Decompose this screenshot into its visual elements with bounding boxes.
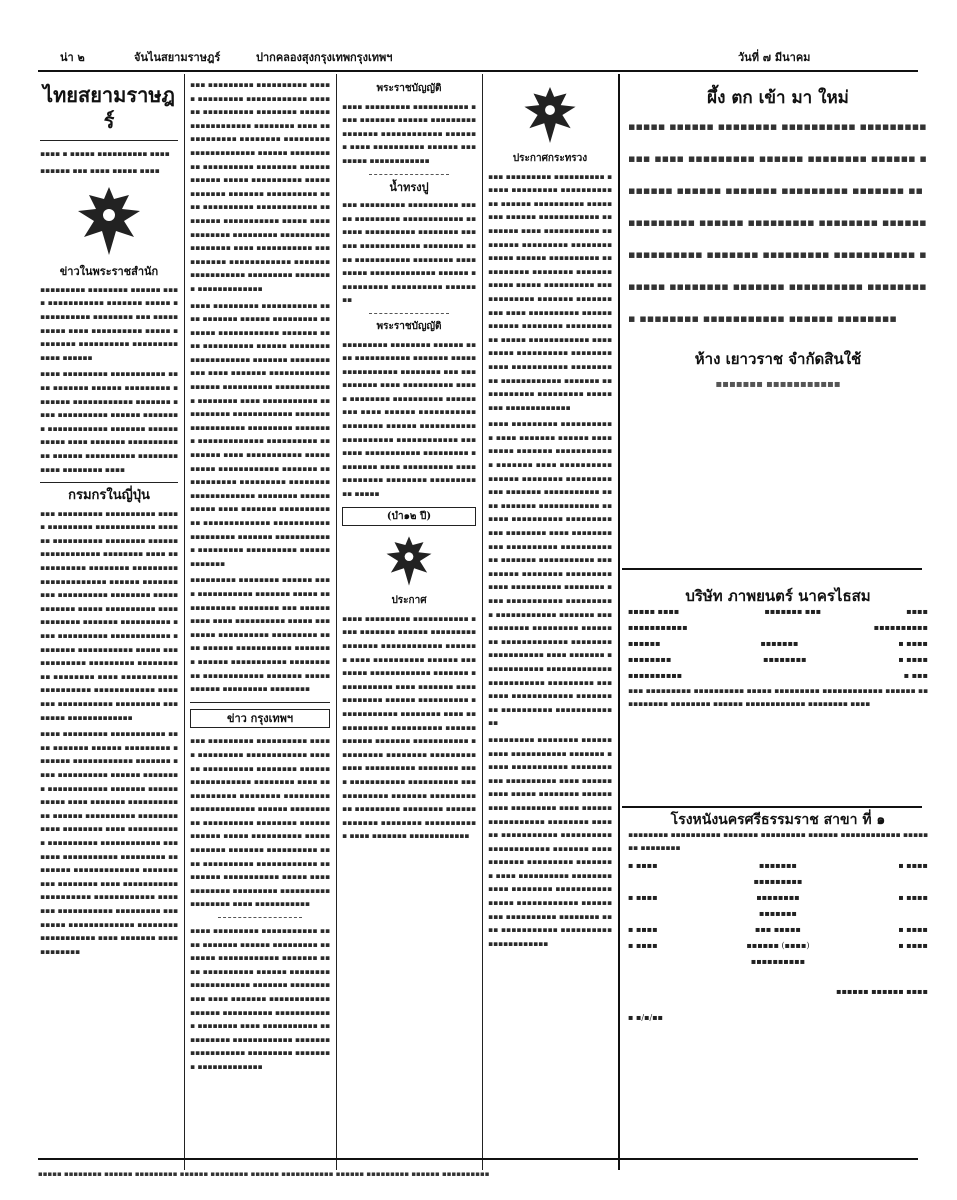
- advertisement-honey: ผึ้ง ตก เข้า มา ใหม่ ▪▪▪▪▪ ▪▪▪▪▪▪ ▪▪▪▪▪▪▪▪ ▪▪▪▪▪▪▪▪▪▪ ▪▪▪▪▪▪▪▪▪▪▪▪ ▪▪▪▪ ▪▪▪▪▪▪▪▪▪ ▪▪▪▪▪▪ ▪▪▪▪▪▪▪▪ ▪▪▪▪▪▪ ▪▪▪▪▪▪▪ ▪▪▪▪▪▪ ▪▪▪▪▪▪▪ ▪▪▪▪▪▪▪▪▪ ▪▪▪▪▪▪▪ ▪▪▪▪▪▪▪▪▪▪▪ ▪▪▪▪▪▪ ▪▪▪▪▪▪▪▪▪ ▪▪▪▪▪▪▪▪ ▪▪▪▪▪▪ ▪▪▪▪▪▪▪▪▪▪ ▪▪▪▪▪▪▪ ▪▪▪▪▪▪▪▪▪ ▪▪▪▪▪▪▪▪▪▪▪ ▪▪▪▪▪▪ ▪▪▪▪▪▪▪▪ ▪▪▪▪▪▪▪ ▪▪▪▪▪▪▪▪▪▪ ▪▪▪▪▪▪▪▪▪ ▪▪▪▪▪▪▪▪ ▪▪▪▪▪▪▪▪▪▪▪ ▪▪▪▪▪▪ ▪▪▪▪▪▪▪▪ ห้าง เยาวราช จำกัดสินใช้ ▪▪▪▪▪▪▪ ▪▪▪▪▪▪▪▪▪▪▪: [628, 80, 928, 560]
- header-rule: [38, 70, 918, 72]
- column-4: ประกาศกระทรวง ▪▪▪ ▪▪▪▪▪▪▪▪▪ ▪▪▪▪▪▪▪▪▪▪ ▪▪▪▪▪ ▪▪▪▪▪▪▪▪▪ ▪▪▪▪▪▪▪▪▪▪▪▪ ▪▪▪▪▪▪ ▪▪▪▪▪▪▪▪▪▪ ▪▪▪▪▪▪▪▪ ▪▪▪▪▪▪ ▪▪▪▪▪▪▪▪▪▪▪▪ ▪▪▪▪▪▪▪▪ ▪▪▪▪ ▪▪▪▪▪▪▪▪▪▪▪ ▪▪▪▪▪▪▪▪ ▪▪▪▪▪▪▪▪▪ ▪▪▪▪▪▪▪▪▪▪▪▪▪ ▪▪▪▪▪▪ ▪▪▪▪▪▪▪▪▪▪ ▪▪▪▪▪▪▪▪▪▪ ▪▪▪▪▪▪▪▪ ▪▪▪▪▪▪▪▪▪▪▪▪ ▪▪▪▪▪ ▪▪▪▪▪▪▪▪▪▪ ▪▪▪▪▪▪▪▪▪▪▪▪ ▪▪▪▪▪▪▪ ▪▪▪▪▪▪▪▪▪▪ ▪▪▪▪ ▪▪▪▪▪▪▪▪▪▪ ▪▪▪▪▪▪▪▪▪▪▪▪ ▪▪▪▪▪▪▪▪ ▪▪▪▪▪▪▪▪▪▪▪ ▪▪▪▪▪ ▪▪▪▪▪▪▪▪▪▪▪▪ ▪▪▪▪▪▪▪▪▪ ▪▪▪▪▪▪▪▪▪▪ ▪▪▪▪▪▪▪▪ ▪▪▪▪ ▪▪▪▪▪▪▪▪▪▪▪ ▪▪▪▪▪▪▪▪▪▪ ▪▪▪▪▪▪▪▪▪▪▪▪ ▪▪▪▪▪▪▪ ▪▪▪▪▪▪▪▪▪▪▪ ▪▪▪▪▪▪▪▪▪ ▪▪▪▪▪▪▪▪ ▪▪▪▪▪▪▪▪▪▪▪▪▪ ▪▪▪▪ ▪▪▪▪▪▪▪▪▪ ▪▪▪▪▪▪▪▪▪▪▪ ▪▪▪▪ ▪▪▪▪▪▪▪ ▪▪▪▪▪▪ ▪▪▪▪▪▪▪▪▪ ▪▪▪▪▪▪▪ ▪▪▪▪▪▪▪▪▪▪▪▪ ▪▪▪▪▪▪▪ ▪▪▪▪ ▪▪▪▪▪▪▪▪▪▪ ▪▪▪▪▪▪ ▪▪▪▪▪▪▪▪ ▪▪▪▪▪▪▪▪▪▪▪▪ ▪▪▪▪▪▪▪ ▪▪▪▪▪▪▪▪▪▪▪ ▪▪▪▪ ▪▪▪▪▪▪▪ ▪▪▪▪▪▪▪▪▪▪▪▪ ▪▪▪▪▪▪ ▪▪▪▪▪▪▪▪▪▪ ▪▪▪▪▪▪▪▪▪▪▪▪ ▪▪▪▪▪▪▪▪ ▪▪▪▪ ▪▪▪▪▪▪▪▪▪▪▪ ▪▪▪▪▪▪▪▪▪▪ ▪▪▪▪▪▪▪▪▪▪▪▪ ▪▪▪▪▪▪▪ ▪▪▪▪▪▪▪▪▪▪▪ ▪▪▪▪▪▪▪▪▪ ▪▪▪▪▪▪▪▪ ▪▪▪▪▪▪▪▪▪▪▪▪▪ ▪▪▪▪▪▪▪▪▪▪ ▪▪▪▪▪▪▪▪ ▪▪▪▪ ▪▪▪▪▪▪▪▪▪▪▪ ▪▪▪▪▪▪▪▪▪▪ ▪▪▪▪▪▪▪▪▪▪▪▪ ▪▪▪▪▪▪▪ ▪▪▪▪▪▪▪▪▪▪▪ ▪▪▪▪▪▪▪▪▪ ▪▪▪▪▪▪▪▪ ▪▪▪▪▪▪▪▪▪▪▪▪▪ ▪▪▪▪▪▪▪▪ ▪▪▪▪▪▪▪▪▪▪▪ ▪▪▪▪ ▪▪▪▪▪▪▪ ▪▪▪▪▪▪▪▪▪▪▪▪ ▪▪▪▪▪▪▪▪▪▪▪▪▪ ▪▪▪▪▪▪▪▪▪▪▪ ▪▪▪▪▪▪▪▪▪ ▪▪▪▪▪▪▪ ▪▪▪▪▪▪▪▪▪▪▪▪ ▪▪▪▪▪▪▪▪▪ ▪▪▪▪▪▪▪▪▪▪ ▪▪▪▪▪▪▪▪▪▪▪▪▪ ▪▪▪▪▪▪▪▪▪ ▪▪▪▪▪▪▪▪ ▪▪▪▪▪▪ ▪▪▪▪ ▪▪▪▪▪▪▪▪▪▪▪ ▪▪▪▪▪▪▪ ▪▪▪▪▪ ▪▪▪▪▪▪▪▪▪▪▪ ▪▪▪▪▪▪▪▪ ▪▪▪ ▪▪▪▪▪▪▪▪▪▪ ▪▪▪▪ ▪▪▪▪▪▪▪▪▪▪ ▪▪▪▪▪ ▪▪▪▪▪▪▪▪ ▪▪▪▪▪▪▪▪▪▪ ▪▪▪▪▪▪▪▪▪ ▪▪▪▪ ▪▪▪▪▪▪ ▪▪▪▪▪▪▪▪▪▪▪ ▪▪▪▪▪▪▪▪ ▪▪▪▪▪▪ ▪▪▪▪▪▪▪▪▪▪▪ ▪▪▪▪▪▪▪▪▪▪ ▪▪▪▪▪▪▪▪▪▪▪▪ ▪▪▪▪▪▪▪ ▪▪▪▪▪▪▪▪▪▪▪ ▪▪▪▪▪▪▪▪▪ ▪▪▪▪▪▪▪▪ ▪▪▪▪ ▪▪▪▪▪▪▪▪▪▪ ▪▪▪▪▪▪▪▪▪▪▪▪ ▪▪▪▪▪▪▪▪ ▪▪▪▪▪▪▪▪▪▪▪ ▪▪▪▪▪ ▪▪▪▪▪▪▪▪▪▪▪▪ ▪▪▪▪▪▪▪▪▪ ▪▪▪▪▪▪▪▪▪▪ ▪▪▪▪▪▪▪▪ ▪▪▪▪ ▪▪▪▪▪▪▪▪▪▪▪ ▪▪▪▪▪▪▪▪▪▪ ▪▪▪▪▪▪▪▪▪▪▪▪: [488, 78, 612, 1160]
- page-footer: ▪▪▪▪▪ ▪▪▪▪▪▪▪▪ ▪▪▪▪▪▪ ▪▪▪▪▪▪▪▪▪ ▪▪▪▪▪▪ ▪▪▪▪▪▪▪▪ ▪▪▪▪▪▪ ▪▪▪▪▪▪▪▪▪▪▪ ▪▪▪▪▪▪ ▪▪▪▪▪▪▪▪▪ ▪▪▪▪▪▪ ▪▪▪▪▪▪▪▪▪▪: [38, 1170, 490, 1178]
- column-rule: [336, 74, 337, 1170]
- article-title: ประกาศ: [391, 595, 427, 607]
- paper-place: ปากคลองสุงกรุงเทพ: [256, 51, 351, 64]
- column-rule: [618, 74, 620, 1170]
- garuda-emblem-icon: [518, 82, 582, 148]
- section-heading: ข่าว กรุงเทพฯ: [190, 709, 330, 729]
- advertisement-film-company: บริษัท ภาพยนตร์ นาครไธสม ▪▪▪▪▪ ▪▪▪▪ ▪▪▪▪▪▪▪ ▪▪▪ ▪▪▪▪ ▪▪▪▪▪▪▪▪▪▪▪ ▪▪▪▪▪▪▪▪▪▪ ▪▪▪▪▪▪ ▪▪▪▪▪▪▪ ▪ ▪▪▪▪ ▪▪▪▪▪▪▪▪ ▪▪▪▪▪▪▪▪ ▪ ▪▪▪▪ ▪▪▪▪▪▪▪▪▪▪ ▪ ▪▪▪ ▪▪▪ ▪▪▪▪▪▪▪▪▪ ▪▪▪▪▪▪▪▪▪▪ ▪▪▪▪▪ ▪▪▪▪▪▪▪▪▪ ▪▪▪▪▪▪▪▪▪▪▪▪ ▪▪▪▪▪▪ ▪▪▪▪▪▪▪▪▪▪ ▪▪▪▪▪▪▪▪ ▪▪▪▪▪▪ ▪▪▪▪▪▪▪▪▪▪▪▪ ▪▪▪▪▪▪▪▪ ▪▪▪▪: [628, 587, 928, 709]
- advertisement-cinema: โรงหนังนครศรีธรรมราช สาขา ที่ ๑ ▪▪▪▪▪▪▪▪ ▪▪▪▪▪▪▪▪▪▪ ▪▪▪▪▪▪▪ ▪▪▪▪▪▪▪▪▪ ▪▪▪▪▪▪ ▪▪▪▪▪▪▪▪▪▪▪▪ ▪▪▪▪▪▪▪ ▪▪▪▪▪▪▪▪ ▪ ▪▪▪▪ ▪▪▪▪▪▪▪ ▪ ▪▪▪▪ ▪▪▪▪▪▪▪▪▪ ▪ ▪▪▪▪ ▪▪▪▪▪▪▪▪ ▪ ▪▪▪▪ ▪▪▪▪▪▪▪ ▪ ▪▪▪▪ ▪▪▪ ▪▪▪▪▪ ▪ ▪▪▪▪ ▪ ▪▪▪▪ ▪▪▪▪▪▪ (▪▪▪▪) ▪ ▪▪▪▪ ▪▪▪▪▪▪▪▪▪▪ ▪▪▪▪▪▪ ▪▪▪▪▪▪ ▪▪▪▪ ▪ ▪/▪/▪▪: [628, 812, 928, 1022]
- article-title: (บำ๑๒ ปี): [342, 507, 476, 527]
- masthead: ไทยสยามราษฎร์: [43, 83, 175, 133]
- paper-city: กรุงเทพฯ: [350, 51, 393, 64]
- page-number: น่า ๒: [60, 51, 85, 64]
- garuda-emblem-icon: [381, 532, 437, 590]
- paper-date: วันที่ ๗ มีนาคม: [738, 51, 811, 64]
- paper-name: จันไนสยามราษฎร์: [134, 51, 221, 64]
- ad-headline: โรงหนังนครศรีธรรมราช สาขา ที่ ๑: [670, 812, 886, 828]
- column-2: ▪▪▪ ▪▪▪▪▪▪▪▪▪ ▪▪▪▪▪▪▪▪▪▪ ▪▪▪▪▪ ▪▪▪▪▪▪▪▪▪ ▪▪▪▪▪▪▪▪▪▪▪▪ ▪▪▪▪▪▪ ▪▪▪▪▪▪▪▪▪▪ ▪▪▪▪▪▪▪▪ ▪▪▪▪▪▪ ▪▪▪▪▪▪▪▪▪▪▪▪ ▪▪▪▪▪▪▪▪ ▪▪▪▪ ▪▪▪▪▪▪▪▪▪▪▪ ▪▪▪▪▪▪▪▪ ▪▪▪▪▪▪▪▪▪ ▪▪▪▪▪▪▪▪▪▪▪▪▪ ▪▪▪▪▪▪ ▪▪▪▪▪▪▪▪▪▪ ▪▪▪▪▪▪▪▪▪▪ ▪▪▪▪▪▪▪▪ ▪▪▪▪▪▪▪▪▪▪▪▪ ▪▪▪▪▪ ▪▪▪▪▪▪▪▪▪▪ ▪▪▪▪▪▪▪▪▪▪▪▪ ▪▪▪▪▪▪▪ ▪▪▪▪▪▪▪▪▪▪ ▪▪▪▪ ▪▪▪▪▪▪▪▪▪▪ ▪▪▪▪▪▪▪▪▪▪▪▪ ▪▪▪▪▪▪▪▪ ▪▪▪▪▪▪▪▪▪▪▪ ▪▪▪▪▪ ▪▪▪▪▪▪▪▪▪▪▪▪ ▪▪▪▪▪▪▪▪▪ ▪▪▪▪▪▪▪▪▪▪ ▪▪▪▪▪▪▪▪ ▪▪▪▪ ▪▪▪▪▪▪▪▪▪▪▪ ▪▪▪▪▪▪▪▪▪▪ ▪▪▪▪▪▪▪▪▪▪▪▪ ▪▪▪▪▪▪▪ ▪▪▪▪▪▪▪▪▪▪▪ ▪▪▪▪▪▪▪▪▪ ▪▪▪▪▪▪▪▪ ▪▪▪▪▪▪▪▪▪▪▪▪▪ ▪▪▪▪ ▪▪▪▪▪▪▪▪▪ ▪▪▪▪▪▪▪▪▪▪▪ ▪▪▪▪ ▪▪▪▪▪▪▪ ▪▪▪▪▪▪ ▪▪▪▪▪▪▪▪▪ ▪▪▪▪▪▪▪ ▪▪▪▪▪▪▪▪▪▪▪▪ ▪▪▪▪▪▪▪ ▪▪▪▪ ▪▪▪▪▪▪▪▪▪▪ ▪▪▪▪▪▪ ▪▪▪▪▪▪▪▪ ▪▪▪▪▪▪▪▪▪▪▪▪ ▪▪▪▪▪▪▪ ▪▪▪▪▪▪▪▪▪▪▪ ▪▪▪▪ ▪▪▪▪▪▪▪ ▪▪▪▪▪▪▪▪▪▪▪▪ ▪▪▪▪▪▪ ▪▪▪▪▪▪▪▪▪▪ ▪▪▪▪▪▪▪▪▪▪▪▪ ▪▪▪▪▪▪▪▪ ▪▪▪▪ ▪▪▪▪▪▪▪▪▪▪▪ ▪▪▪▪▪▪▪▪▪▪ ▪▪▪▪▪▪▪▪▪▪▪▪ ▪▪▪▪▪▪▪ ▪▪▪▪▪▪▪▪▪▪▪ ▪▪▪▪▪▪▪▪▪ ▪▪▪▪▪▪▪▪ ▪▪▪▪▪▪▪▪▪▪▪▪▪ ▪▪▪▪▪▪▪▪▪▪ ▪▪▪▪▪▪▪▪ ▪▪▪▪ ▪▪▪▪▪▪▪▪▪▪▪ ▪▪▪▪▪▪▪▪▪▪ ▪▪▪▪▪▪▪▪▪▪▪▪ ▪▪▪▪▪▪▪ ▪▪▪▪▪▪▪▪▪▪▪ ▪▪▪▪▪▪▪▪▪ ▪▪▪▪▪▪▪▪ ▪▪▪▪▪▪▪▪▪▪▪▪▪ ▪▪▪▪▪▪▪▪ ▪▪▪▪▪▪▪▪▪▪▪ ▪▪▪▪ ▪▪▪▪▪▪▪ ▪▪▪▪▪▪▪▪▪▪▪▪ ▪▪▪▪▪▪▪▪▪▪▪▪▪ ▪▪▪▪▪▪▪▪▪▪▪ ▪▪▪▪▪▪▪▪▪ ▪▪▪▪▪▪▪ ▪▪▪▪▪▪▪▪▪▪▪▪ ▪▪▪▪▪▪▪▪▪ ▪▪▪▪▪▪▪▪▪▪ ▪▪▪▪▪▪▪▪▪▪▪▪▪ ▪▪▪▪▪▪▪▪▪ ▪▪▪▪▪▪▪▪ ▪▪▪▪▪▪ ▪▪▪▪ ▪▪▪▪▪▪▪▪▪▪▪ ▪▪▪▪▪▪▪ ▪▪▪▪▪ ▪▪▪▪▪▪▪▪▪▪▪ ▪▪▪▪▪▪▪▪ ▪▪▪ ▪▪▪▪▪▪▪▪▪▪ ▪▪▪▪ ▪▪▪▪▪▪▪▪▪▪ ▪▪▪▪▪ ▪▪▪▪▪▪▪▪ ▪▪▪▪▪▪▪▪▪▪ ▪▪▪▪▪▪▪▪▪ ▪▪▪▪ ▪▪▪▪▪▪ ▪▪▪▪▪▪▪▪▪▪▪ ▪▪▪▪▪▪▪▪ ▪▪▪▪▪▪ ▪▪▪▪▪▪▪▪▪▪▪ ▪▪▪▪▪▪▪▪▪▪ ▪▪▪▪▪▪▪▪▪▪▪▪ ▪▪▪▪▪▪▪ ▪▪▪▪▪▪▪▪▪▪▪ ▪▪▪▪▪▪▪▪▪ ▪▪▪▪▪▪▪▪ ข่าว กรุงเทพฯ ▪▪▪ ▪▪▪▪▪▪▪▪▪ ▪▪▪▪▪▪▪▪▪▪ ▪▪▪▪▪ ▪▪▪▪▪▪▪▪▪ ▪▪▪▪▪▪▪▪▪▪▪▪ ▪▪▪▪▪▪ ▪▪▪▪▪▪▪▪▪▪ ▪▪▪▪▪▪▪▪ ▪▪▪▪▪▪ ▪▪▪▪▪▪▪▪▪▪▪▪ ▪▪▪▪▪▪▪▪ ▪▪▪▪ ▪▪▪▪▪▪▪▪▪▪▪ ▪▪▪▪▪▪▪▪ ▪▪▪▪▪▪▪▪▪ ▪▪▪▪▪▪▪▪▪▪▪▪▪ ▪▪▪▪▪▪ ▪▪▪▪▪▪▪▪▪▪ ▪▪▪▪▪▪▪▪▪▪ ▪▪▪▪▪▪▪▪ ▪▪▪▪▪▪▪▪▪▪▪▪ ▪▪▪▪▪ ▪▪▪▪▪▪▪▪▪▪ ▪▪▪▪▪▪▪▪▪▪▪▪ ▪▪▪▪▪▪▪ ▪▪▪▪▪▪▪▪▪▪ ▪▪▪▪ ▪▪▪▪▪▪▪▪▪▪ ▪▪▪▪▪▪▪▪▪▪▪▪ ▪▪▪▪▪▪▪▪ ▪▪▪▪▪▪▪▪▪▪▪ ▪▪▪▪▪ ▪▪▪▪▪▪▪▪▪▪▪▪ ▪▪▪▪▪▪▪▪▪ ▪▪▪▪▪▪▪▪▪▪ ▪▪▪▪▪▪▪▪ ▪▪▪▪ ▪▪▪▪▪▪▪▪▪▪▪ ▪▪▪▪ ▪▪▪▪▪▪▪▪▪ ▪▪▪▪▪▪▪▪▪▪▪ ▪▪▪▪ ▪▪▪▪▪▪▪ ▪▪▪▪▪▪ ▪▪▪▪▪▪▪▪▪ ▪▪▪▪▪▪▪ ▪▪▪▪▪▪▪▪▪▪▪▪ ▪▪▪▪▪▪▪ ▪▪▪▪ ▪▪▪▪▪▪▪▪▪▪ ▪▪▪▪▪▪ ▪▪▪▪▪▪▪▪ ▪▪▪▪▪▪▪▪▪▪▪▪ ▪▪▪▪▪▪▪ ▪▪▪▪▪▪▪▪▪▪▪ ▪▪▪▪ ▪▪▪▪▪▪▪ ▪▪▪▪▪▪▪▪▪▪▪▪ ▪▪▪▪▪▪ ▪▪▪▪▪▪▪▪▪▪ ▪▪▪▪▪▪▪▪▪▪▪▪ ▪▪▪▪▪▪▪▪ ▪▪▪▪ ▪▪▪▪▪▪▪▪▪▪▪ ▪▪▪▪▪▪▪▪▪▪ ▪▪▪▪▪▪▪▪▪▪▪▪ ▪▪▪▪▪▪▪ ▪▪▪▪▪▪▪▪▪▪▪ ▪▪▪▪▪▪▪▪▪ ▪▪▪▪▪▪▪▪ ▪▪▪▪▪▪▪▪▪▪▪▪▪: [190, 80, 330, 1071]
- column-1: ไทยสยามราษฎร์ ▪▪▪▪ ▪ ▪▪▪▪▪ ▪▪▪▪▪▪▪▪▪▪ ▪▪▪▪ ▪▪▪▪▪▪ ▪▪▪ ▪▪▪▪ ▪▪▪▪▪ ▪▪▪▪ ข่าวในพระราชสำนัก ▪▪▪▪▪▪▪▪▪ ▪▪▪▪▪▪▪▪ ▪▪▪▪▪▪ ▪▪▪▪ ▪▪▪▪▪▪▪▪▪▪▪ ▪▪▪▪▪▪▪ ▪▪▪▪▪ ▪▪▪▪▪▪▪▪▪▪▪ ▪▪▪▪▪▪▪▪ ▪▪▪ ▪▪▪▪▪▪▪▪▪▪ ▪▪▪▪ ▪▪▪▪▪▪▪▪▪▪ ▪▪▪▪▪ ▪▪▪▪▪▪▪▪ ▪▪▪▪▪▪▪▪▪▪ ▪▪▪▪▪▪▪▪▪ ▪▪▪▪ ▪▪▪▪▪▪ ▪▪▪▪ ▪▪▪▪▪▪▪▪▪ ▪▪▪▪▪▪▪▪▪▪▪ ▪▪▪▪ ▪▪▪▪▪▪▪ ▪▪▪▪▪▪ ▪▪▪▪▪▪▪▪▪ ▪▪▪▪▪▪▪ ▪▪▪▪▪▪▪▪▪▪▪▪ ▪▪▪▪▪▪▪ ▪▪▪▪ ▪▪▪▪▪▪▪▪▪▪ ▪▪▪▪▪▪ ▪▪▪▪▪▪▪▪ ▪▪▪▪▪▪▪▪▪▪▪▪ ▪▪▪▪▪▪▪ ▪▪▪▪▪▪▪▪▪▪▪ ▪▪▪▪ ▪▪▪▪▪▪▪ ▪▪▪▪▪▪▪▪▪▪▪▪ ▪▪▪▪▪▪ ▪▪▪▪▪▪▪▪▪▪ ▪▪▪▪▪▪▪▪▪▪▪▪ ▪▪▪▪▪▪▪▪ ▪▪▪▪ กรมกรในญี่ปุ่น ▪▪▪ ▪▪▪▪▪▪▪▪▪ ▪▪▪▪▪▪▪▪▪▪ ▪▪▪▪▪ ▪▪▪▪▪▪▪▪▪ ▪▪▪▪▪▪▪▪▪▪▪▪ ▪▪▪▪▪▪ ▪▪▪▪▪▪▪▪▪▪ ▪▪▪▪▪▪▪▪ ▪▪▪▪▪▪ ▪▪▪▪▪▪▪▪▪▪▪▪ ▪▪▪▪▪▪▪▪ ▪▪▪▪ ▪▪▪▪▪▪▪▪▪▪▪ ▪▪▪▪▪▪▪▪ ▪▪▪▪▪▪▪▪▪ ▪▪▪▪▪▪▪▪▪▪▪▪▪ ▪▪▪▪▪▪ ▪▪▪▪▪▪▪▪▪▪ ▪▪▪▪▪▪▪▪▪▪ ▪▪▪▪▪▪▪▪ ▪▪▪▪▪▪▪▪▪▪▪▪ ▪▪▪▪▪ ▪▪▪▪▪▪▪▪▪▪ ▪▪▪▪▪▪▪▪▪▪▪▪ ▪▪▪▪▪▪▪ ▪▪▪▪▪▪▪▪▪▪ ▪▪▪▪ ▪▪▪▪▪▪▪▪▪▪ ▪▪▪▪▪▪▪▪▪▪▪▪ ▪▪▪▪▪▪▪▪ ▪▪▪▪▪▪▪▪▪▪▪ ▪▪▪▪▪ ▪▪▪▪▪▪▪▪▪▪▪▪ ▪▪▪▪▪▪▪▪▪ ▪▪▪▪▪▪▪▪▪▪ ▪▪▪▪▪▪▪▪ ▪▪▪▪ ▪▪▪▪▪▪▪▪▪▪▪ ▪▪▪▪▪▪▪▪▪▪ ▪▪▪▪▪▪▪▪▪▪▪▪ ▪▪▪▪▪▪▪ ▪▪▪▪▪▪▪▪▪▪▪ ▪▪▪▪▪▪▪▪▪ ▪▪▪▪▪▪▪▪ ▪▪▪▪▪▪▪▪▪▪▪▪▪ ▪▪▪▪ ▪▪▪▪▪▪▪▪▪ ▪▪▪▪▪▪▪▪▪▪▪ ▪▪▪▪ ▪▪▪▪▪▪▪ ▪▪▪▪▪▪ ▪▪▪▪▪▪▪▪▪ ▪▪▪▪▪▪▪ ▪▪▪▪▪▪▪▪▪▪▪▪ ▪▪▪▪▪▪▪ ▪▪▪▪ ▪▪▪▪▪▪▪▪▪▪ ▪▪▪▪▪▪ ▪▪▪▪▪▪▪▪ ▪▪▪▪▪▪▪▪▪▪▪▪ ▪▪▪▪▪▪▪ ▪▪▪▪▪▪▪▪▪▪▪ ▪▪▪▪ ▪▪▪▪▪▪▪ ▪▪▪▪▪▪▪▪▪▪▪▪ ▪▪▪▪▪▪ ▪▪▪▪▪▪▪▪▪▪ ▪▪▪▪▪▪▪▪▪▪▪▪ ▪▪▪▪▪▪▪▪ ▪▪▪▪ ▪▪▪▪▪▪▪▪▪▪▪ ▪▪▪▪▪▪▪▪▪▪ ▪▪▪▪▪▪▪▪▪▪▪▪ ▪▪▪▪▪▪▪ ▪▪▪▪▪▪▪▪▪▪▪ ▪▪▪▪▪▪▪▪▪ ▪▪▪▪▪▪▪▪ ▪▪▪▪▪▪▪▪▪▪▪▪▪ ▪▪▪▪▪▪▪▪▪▪ ▪▪▪▪▪▪▪▪ ▪▪▪▪ ▪▪▪▪▪▪▪▪▪▪▪ ▪▪▪▪▪▪▪▪▪▪ ▪▪▪▪▪▪▪▪▪▪▪▪ ▪▪▪▪▪▪▪ ▪▪▪▪▪▪▪▪▪▪▪ ▪▪▪▪▪▪▪▪▪ ▪▪▪▪▪▪▪▪ ▪▪▪▪▪▪▪▪▪▪▪▪▪ ▪▪▪▪▪▪▪▪ ▪▪▪▪▪▪▪▪▪▪▪ ▪▪▪▪ ▪▪▪▪▪▪▪ ▪▪▪▪▪▪▪▪▪▪▪▪: [40, 83, 178, 956]
- section-heading: กรมกรในญี่ปุ่น: [68, 488, 150, 504]
- column-3: พระราชบัญญัติ ▪▪▪▪ ▪▪▪▪▪▪▪▪▪ ▪▪▪▪▪▪▪▪▪▪▪ ▪▪▪▪ ▪▪▪▪▪▪▪ ▪▪▪▪▪▪ ▪▪▪▪▪▪▪▪▪ ▪▪▪▪▪▪▪ ▪▪▪▪▪▪▪▪▪▪▪▪ ▪▪▪▪▪▪▪ ▪▪▪▪ ▪▪▪▪▪▪▪▪▪▪ ▪▪▪▪▪▪ ▪▪▪▪▪▪▪▪ ▪▪▪▪▪▪▪▪▪▪▪▪ น้ำทรงปู ▪▪▪ ▪▪▪▪▪▪▪▪▪ ▪▪▪▪▪▪▪▪▪▪ ▪▪▪▪▪ ▪▪▪▪▪▪▪▪▪ ▪▪▪▪▪▪▪▪▪▪▪▪ ▪▪▪▪▪▪ ▪▪▪▪▪▪▪▪▪▪ ▪▪▪▪▪▪▪▪ ▪▪▪▪▪▪ ▪▪▪▪▪▪▪▪▪▪▪▪ ▪▪▪▪▪▪▪▪ ▪▪▪▪ ▪▪▪▪▪▪▪▪▪▪▪ ▪▪▪▪▪▪▪▪ ▪▪▪▪▪▪▪▪▪ ▪▪▪▪▪▪▪▪▪▪▪▪▪ ▪▪▪▪▪▪ ▪▪▪▪▪▪▪▪▪▪ ▪▪▪▪▪▪▪▪▪▪ ▪▪▪▪▪▪▪▪ พระราชบัญญัติ ▪▪▪▪▪▪▪▪▪ ▪▪▪▪▪▪▪▪ ▪▪▪▪▪▪ ▪▪▪▪ ▪▪▪▪▪▪▪▪▪▪▪ ▪▪▪▪▪▪▪ ▪▪▪▪▪ ▪▪▪▪▪▪▪▪▪▪▪ ▪▪▪▪▪▪▪▪ ▪▪▪ ▪▪▪▪▪▪▪▪▪▪ ▪▪▪▪ ▪▪▪▪▪▪▪▪▪▪ ▪▪▪▪▪ ▪▪▪▪▪▪▪▪ ▪▪▪▪▪▪▪▪▪▪ ▪▪▪▪▪▪▪▪▪ ▪▪▪▪ ▪▪▪▪▪▪ ▪▪▪▪▪▪▪▪▪▪▪ ▪▪▪▪▪▪▪▪ ▪▪▪▪▪▪ ▪▪▪▪▪▪▪▪▪▪▪ ▪▪▪▪▪▪▪▪▪▪ ▪▪▪▪▪▪▪▪▪▪▪▪ ▪▪▪▪▪▪▪ ▪▪▪▪▪▪▪▪▪▪▪ ▪▪▪▪▪▪▪▪▪ ▪▪▪▪▪▪▪▪ ▪▪▪▪ ▪▪▪▪▪▪▪▪▪▪ ▪▪▪▪▪▪▪▪▪▪▪▪ ▪▪▪▪▪▪▪▪ ▪▪▪▪▪▪▪▪▪▪▪ ▪▪▪▪▪ (บำ๑๒ ปี) ประกาศ ▪▪▪▪ ▪▪▪▪▪▪▪▪▪ ▪▪▪▪▪▪▪▪▪▪▪ ▪▪▪▪ ▪▪▪▪▪▪▪ ▪▪▪▪▪▪ ▪▪▪▪▪▪▪▪▪ ▪▪▪▪▪▪▪ ▪▪▪▪▪▪▪▪▪▪▪▪ ▪▪▪▪▪▪▪ ▪▪▪▪ ▪▪▪▪▪▪▪▪▪▪ ▪▪▪▪▪▪ ▪▪▪▪▪▪▪▪ ▪▪▪▪▪▪▪▪▪▪▪▪ ▪▪▪▪▪▪▪ ▪▪▪▪▪▪▪▪▪▪▪ ▪▪▪▪ ▪▪▪▪▪▪▪ ▪▪▪▪▪▪▪▪▪▪▪▪ ▪▪▪▪▪▪ ▪▪▪▪▪▪▪▪▪▪ ▪▪▪▪▪▪▪▪▪▪▪▪ ▪▪▪▪▪▪▪▪ ▪▪▪▪ ▪▪▪▪▪▪▪▪▪▪▪ ▪▪▪▪▪▪▪▪▪▪ ▪▪▪▪▪▪▪▪▪▪▪▪ ▪▪▪▪▪▪▪ ▪▪▪▪▪▪▪▪▪▪▪ ▪▪▪▪▪▪▪▪▪ ▪▪▪▪▪▪▪▪ ▪▪▪▪▪▪▪▪▪▪▪▪▪ ▪▪▪▪▪▪▪▪▪▪ ▪▪▪▪▪▪▪▪ ▪▪▪▪ ▪▪▪▪▪▪▪▪▪▪▪ ▪▪▪▪▪▪▪▪▪▪ ▪▪▪▪▪▪▪▪▪▪▪▪ ▪▪▪▪▪▪▪ ▪▪▪▪▪▪▪▪▪▪▪ ▪▪▪▪▪▪▪▪▪ ▪▪▪▪▪▪▪▪ ▪▪▪▪▪▪▪▪▪▪▪▪▪ ▪▪▪▪▪▪▪▪ ▪▪▪▪▪▪▪▪▪▪▪ ▪▪▪▪ ▪▪▪▪▪▪▪ ▪▪▪▪▪▪▪▪▪▪▪▪: [342, 83, 476, 841]
- ad-headline: ผึ้ง ตก เข้า มา ใหม่: [707, 88, 849, 108]
- article-title: น้ำทรงปู: [389, 180, 429, 194]
- column-rule: [184, 74, 185, 1170]
- article-title: พระราชบัญญัติ: [376, 83, 442, 94]
- article-title: พระราชบัญญัติ: [376, 320, 442, 332]
- page-header: [38, 44, 918, 66]
- footer-rule: [38, 1158, 918, 1160]
- ad-headline: บริษัท ภาพยนตร์ นาครไธสม: [685, 587, 871, 605]
- column-rule: [482, 74, 483, 1170]
- ad-divider: [622, 568, 922, 570]
- ad-shop-name: ห้าง เยาวราช จำกัดสินใช้: [694, 350, 862, 368]
- masthead-sub: ข่าวในพระราชสำนัก: [59, 265, 159, 279]
- garuda-emblem-icon: [74, 181, 144, 261]
- article-title: ประกาศกระทรวง: [512, 153, 588, 164]
